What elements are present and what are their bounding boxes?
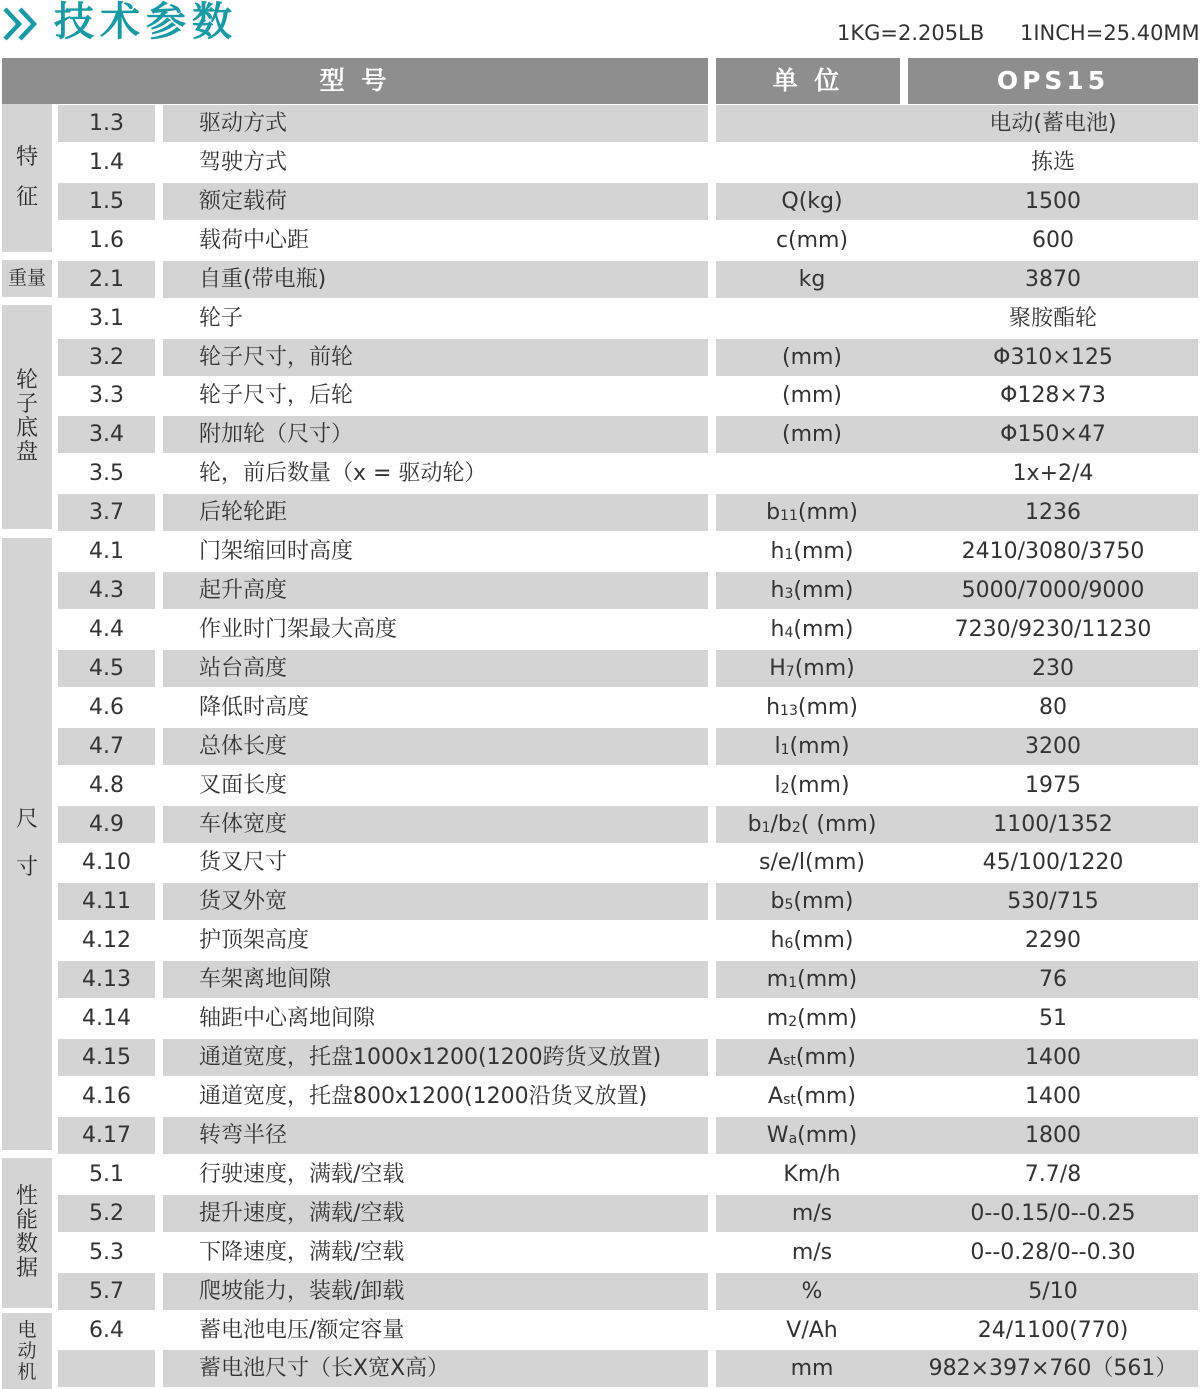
spec-name: 提升速度，满载/空载 [163,1195,708,1232]
unit-part: W [766,1122,789,1148]
spec-name: 驱动方式 [163,105,708,142]
spec-number: 4.6 [89,694,124,720]
table-row [0,104,1200,143]
unit-part: 4 [784,624,794,641]
spec-value: 1975 [1025,772,1081,798]
unit-part: h [770,928,785,954]
spec-unit [716,533,908,570]
unit-part: 3 [784,586,794,603]
table-row [0,1116,1200,1155]
unit-part: (mm) [793,539,854,565]
spec-value: Φ310×125 [908,339,1198,376]
unit-part: 2 [791,819,801,836]
spec-name: 通道宽度，托盘1000x1200(1200跨货叉放置) [163,1039,708,1076]
spec-unit: c(mm) [775,227,849,253]
unit-part: 2 [780,780,790,797]
spec-name: 转弯半径 [163,1117,708,1154]
unit-part: 1 [780,741,790,758]
unit-part: (mm) [797,694,858,720]
table-row [0,376,1200,415]
spec-unit [716,144,908,181]
spec-number: 3.3 [89,383,124,409]
spec-unit [716,611,908,648]
unit-part: 1 [761,819,771,836]
table-row [0,921,1200,960]
unit-part: h [770,578,785,604]
spec-value: 5000/7000/9000 [908,572,1198,609]
spec-unit [716,1039,908,1076]
spec-unit [716,922,908,959]
unit-part: (mm) [793,578,854,604]
spec-value: 1x+2/4 [1012,461,1094,487]
spec-number: 4.5 [58,650,155,687]
spec-unit [716,455,908,492]
category-label: 重量 [7,267,46,289]
spec-name: 门架缩回时高度 [199,539,354,565]
spec-name: 附加轮（尺寸） [163,416,708,453]
unit-part: a [788,1130,798,1147]
spec-name: 轮子 [199,305,244,331]
spec-name: 站台高度 [163,650,708,687]
spec-unit: kg [716,261,908,298]
unit-part: 11 [780,508,798,525]
spec-name: 车架离地间隙 [163,961,708,998]
unit-part: b [747,811,762,837]
spec-unit [716,300,908,337]
table-row [0,610,1200,649]
spec-value: 3200 [908,728,1198,765]
table-row [0,1272,1200,1311]
table-row [0,1349,1200,1388]
spec-number: 4.11 [58,883,155,920]
table-row [0,766,1200,805]
spec-value: 51 [1039,1006,1067,1032]
table-row [0,493,1200,532]
table-row [0,688,1200,727]
table-row [0,338,1200,377]
spec-name: 货叉外宽 [163,883,708,920]
unit-part: (mm) [795,1045,856,1071]
table-row [0,843,1200,882]
column-header-value: OPS15 [908,58,1198,104]
unit-part: 1 [784,547,794,564]
spec-value: 1100/1352 [908,806,1198,843]
spec-value: Φ150×47 [908,416,1198,453]
unit-part: b [766,500,781,526]
spec-value: 0--0.28/0--0.30 [970,1239,1136,1265]
table-row [0,299,1200,338]
unit-part: 2 [788,1014,798,1031]
spec-number: 3.2 [58,339,155,376]
spec-value: 600 [1032,227,1074,253]
length-conversion-note: 1INCH=25.40MM [1020,21,1200,45]
unit-part: (mm) [797,500,858,526]
spec-unit [716,728,908,765]
spec-unit: s/e/l(mm) [759,850,865,876]
spec-name: 蓄电池电压/额定容量 [199,1317,405,1343]
table-row [0,805,1200,844]
spec-value: 982×397×760（561） [908,1350,1198,1387]
spec-name: 轮子尺寸，后轮 [199,383,354,409]
unit-part: A [768,1084,784,1109]
spec-number: 1.5 [58,183,155,220]
spec-name: 自重(带电瓶) [163,261,708,298]
unit-part: (mm) [797,967,858,993]
unit-part: (mm) [793,928,854,954]
spec-number: 5.7 [58,1273,155,1310]
spec-unit: Q(kg) [716,183,908,220]
spec-value: 45/100/1220 [982,850,1124,876]
category-label: 特征 [15,145,38,210]
page-header [0,0,1200,56]
category-label: 轮子底盘 [15,368,38,465]
spec-unit [716,961,908,998]
table-row [0,649,1200,688]
spec-value: 1236 [908,494,1198,531]
unit-part: /b [770,811,792,837]
spec-unit: (mm) [781,383,843,409]
unit-part: (mm) [793,616,854,642]
spec-number: 4.3 [58,572,155,609]
table-row [0,1155,1200,1194]
double-chevron-right-icon [2,6,42,42]
spec-unit: m/s [716,1195,908,1232]
spec-value: 0--0.15/0--0.25 [908,1195,1198,1232]
table-row [0,960,1200,999]
spec-unit: Km/h [783,1161,841,1187]
table-row [0,882,1200,921]
column-header-unit: 单 位 [716,58,900,104]
spec-unit: (mm) [716,416,908,453]
spec-name: 起升高度 [163,572,708,609]
table-row [0,454,1200,493]
spec-name: 蓄电池尺寸（长X宽X高） [163,1350,708,1387]
spec-name: 车体宽度 [163,806,708,843]
spec-unit: V/Ah [786,1317,838,1343]
weight-conversion-note: 1KG=2.205LB [837,21,985,45]
spec-value: 7230/9230/11230 [954,616,1152,642]
spec-number: 4.14 [82,1006,131,1032]
unit-part: st [783,1092,796,1108]
unit-part: (mm) [797,1122,858,1148]
table-row [0,999,1200,1038]
spec-number: 4.16 [82,1084,131,1109]
table-row [0,1077,1200,1116]
table-row [0,221,1200,260]
spec-value: 1500 [908,183,1198,220]
spec-name: 后轮轮距 [163,494,708,531]
spec-value: 230 [908,650,1198,687]
table-row [0,1038,1200,1077]
table-row [0,727,1200,766]
spec-value: 聚胺酯轮 [1008,305,1097,331]
category-label: 电动机 [17,1318,37,1383]
spec-name: 总体长度 [163,728,708,765]
spec-number: 4.15 [58,1039,155,1076]
unit-part: 1 [788,975,798,992]
unit-part: l [774,772,781,798]
spec-name: 轮，前后数量（x = 驱动轮） [199,461,487,487]
spec-number: 5.3 [89,1239,124,1265]
spec-unit: % [716,1273,908,1310]
table-row [0,1233,1200,1272]
unit-part: ( (mm) [800,811,877,837]
spec-number: 1.6 [89,227,124,253]
spec-value: Φ128×73 [1000,383,1106,409]
spec-number: 4.17 [58,1117,155,1154]
spec-name: 轴距中心离地间隙 [199,1006,376,1032]
spec-unit [716,1117,908,1154]
spec-name: 轮子尺寸，前轮 [163,339,708,376]
spec-number: 1.4 [89,149,124,175]
spec-number: 5.1 [89,1161,124,1187]
spec-unit [716,494,908,531]
unit-part: (mm) [795,1084,856,1109]
spec-value: 80 [1039,694,1067,720]
spec-value: 7.7/8 [1024,1161,1082,1187]
spec-value: 1800 [908,1117,1198,1154]
spec-number: 3.1 [89,305,124,331]
category-label: 性能数据 [15,1184,38,1281]
spec-number: 3.7 [58,494,155,531]
spec-number: 4.7 [58,728,155,765]
spec-value: 1400 [1025,1084,1081,1109]
spec-unit [716,767,908,804]
unit-part: m [766,967,789,993]
spec-name: 下降速度，满载/空载 [199,1239,405,1265]
table-row [0,182,1200,221]
spec-name: 通道宽度，托盘800x1200(1200沿货叉放置) [199,1084,648,1109]
spec-value: 电动(蓄电池) [908,105,1198,142]
spec-unit: mm [716,1350,908,1387]
table-row [0,571,1200,610]
spec-number: 3.5 [89,461,124,487]
unit-part: l [774,733,781,759]
spec-number: 4.4 [89,616,124,642]
spec-name: 额定载荷 [163,183,708,220]
table-row [0,260,1200,299]
unit-part: 5 [784,897,794,914]
unit-part: b [770,889,785,915]
unit-part: h [770,539,785,565]
spec-value: 1400 [908,1039,1198,1076]
unit-part: h [766,694,781,720]
spec-unit [716,689,908,726]
spec-number: 4.13 [58,961,155,998]
spec-number: 1.3 [58,105,155,142]
unit-part: st [783,1053,796,1070]
spec-value: 5/10 [908,1273,1198,1310]
unit-part: m [766,1006,789,1032]
spec-unit [716,806,908,843]
spec-unit [716,1078,908,1115]
spec-unit [716,1000,908,1037]
spec-number: 4.10 [82,850,131,876]
table-row [0,532,1200,571]
spec-name: 叉面长度 [199,772,288,798]
table-row [0,143,1200,182]
unit-part: 13 [780,702,798,719]
unit-part: 7 [785,663,795,680]
category-label: 尺寸 [15,807,38,880]
spec-number: 4.8 [89,772,124,798]
spec-name: 作业时门架最大高度 [199,616,398,642]
spec-value: 530/715 [908,883,1198,920]
spec-number: 4.9 [58,806,155,843]
page-title: 技术参数 [54,0,238,45]
spec-unit: (mm) [716,339,908,376]
spec-value: 2290 [1025,928,1081,954]
spec-value: 3870 [908,261,1198,298]
unit-part: (mm) [794,655,855,681]
spec-value: 拣选 [1030,149,1075,175]
spec-value: 2410/3080/3750 [961,539,1145,565]
spec-number: 4.12 [82,928,131,954]
spec-number: 6.4 [89,1317,124,1343]
spec-number: 2.1 [58,261,155,298]
spec-name: 货叉尺寸 [199,850,288,876]
spec-unit [716,650,908,687]
unit-part: H [769,655,786,681]
spec-number: 4.1 [89,539,124,565]
spec-number: 5.2 [58,1195,155,1232]
spec-unit: m/s [791,1239,833,1265]
spec-name: 爬坡能力，装载/卸载 [163,1273,708,1310]
unit-part: A [768,1045,784,1071]
spec-name: 降低时高度 [199,694,310,720]
spec-value: 24/1100(770) [977,1317,1129,1343]
spec-name: 驾驶方式 [199,149,288,175]
spec-unit [716,105,908,142]
spec-unit [716,883,908,920]
unit-part: (mm) [789,772,850,798]
spec-number: 3.4 [58,416,155,453]
unit-part: (mm) [793,889,854,915]
spec-name: 护顶架高度 [199,928,310,954]
spec-value: 76 [908,961,1198,998]
unit-part: h [770,616,785,642]
unit-part: (mm) [797,1006,858,1032]
spec-name: 载荷中心距 [199,227,310,253]
table-row [0,1194,1200,1233]
spec-number [58,1350,155,1387]
spec-name: 行驶速度，满载/空载 [199,1161,405,1187]
spec-unit [716,572,908,609]
unit-part: (mm) [789,733,850,759]
column-header-model: 型 号 [2,58,708,104]
unit-part: 6 [784,936,794,953]
table-row [0,1311,1200,1350]
table-row [0,415,1200,454]
